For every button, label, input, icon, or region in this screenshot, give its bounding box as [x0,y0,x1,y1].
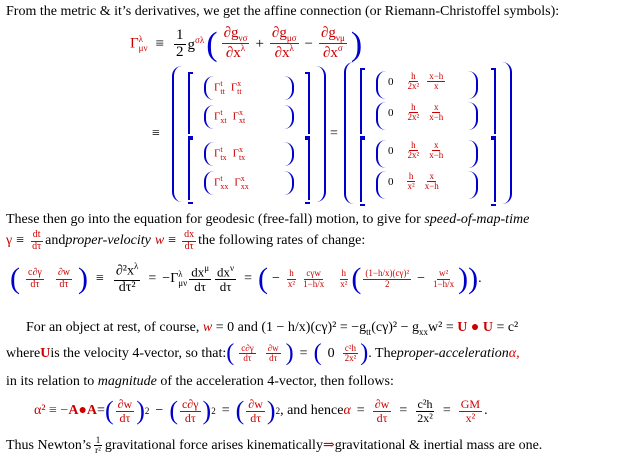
christoffel-definition [130,26,362,62]
rest-line: For an object at rest, of course, w = 0 and $(1 - h/x)(c\gamma)^2 = -g_{tt}(c\gamma)^2 - g_{xx}w^2 = U$ ● U = c² [26,320,519,337]
relation-line: in its relation to magnitude of the acceleration 4-vector, then follows: [6,374,394,389]
final-line: Thus Newton’s $\frac{1}{\text{r²}}$ gravitational force arises kinematically ⇒ gravitational & inertial mass are one. [6,435,543,456]
where-lparen-2: ( [313,340,322,366]
eq1-rhs-lparen: ( [258,262,269,295]
where-line: where U is the velocity 4-vector, so that: ( $\frac{c\partial\gamma}{d\tau}$ $\frac{\partial w}{d\tau}$ ) = ( 0 $\frac{\text{c²h}}{\text{2x²}}$ ) . The proper-acceleration α, [6,340,520,366]
gamma-row-tx: Γ t tx Γ x tx [214,145,246,162]
where-equals: = [299,345,308,361]
equiv-sign-gamma: ≡ [16,233,25,248]
p1-rparen: ) [136,396,145,425]
velocity-4vector: U [40,345,51,361]
term-1: $\frac{\partial g_{\nu\sigma}}{\partial x^\lambda}$ [223,25,248,62]
w-symbol: w [154,233,165,248]
p1-lparen: ( [104,396,114,425]
metric-g: $g^{\sigma\lambda}$ [187,34,205,53]
eq1-lparen: ( [10,262,20,295]
m1-sign: − [272,271,280,286]
left-paren: ( [206,25,218,63]
minus-sign: − [304,35,313,52]
p2-lparen: ( [169,396,178,425]
equiv-sign-w: ≡ [168,233,177,248]
implies-arrow: ⇒ [322,438,335,454]
where-lparen: ( [226,340,235,366]
dx-dtau: $\frac{dx}{d\tau}$ [184,229,195,252]
gamma-symbol: γ [6,233,13,248]
p3-lparen: ( [235,396,245,425]
proper-velocity-term: proper-velocity [65,233,151,248]
dt-dtau: $\frac{dt}{d\tau}$ [32,229,42,252]
proper-acceleration-term: proper-acceleration [396,345,509,361]
half-fraction: $\frac{1}{2}$ [176,26,184,60]
value-row-4: 0 $\frac{h}{\text{x²}}$ $\frac{x}{x-h}$ [388,171,439,192]
eq1-inner-lparen: ( [351,262,362,295]
eq1-rhs-rparen: ) [468,262,479,295]
eq1-equiv: ≡ [95,271,104,286]
gamma-row-xt: Γ t xt Γ x xt [214,108,246,125]
definitions-line [6,230,365,252]
p2-rparen: ) [202,396,212,425]
eq1-equals-2: = [244,271,253,286]
term-2: $\frac{\partial g_{\mu\sigma}}{\partial x^\lambda}$ [271,25,297,62]
eq1-equals: = [148,271,157,286]
rates-text: the following rates of change: [198,233,366,248]
speed-of-map-time-term: speed-of-map-time [424,212,530,227]
gamma-row-xx: Γ t xx Γ x xx [214,174,249,191]
and-text: and [45,233,66,248]
equals-sign-matrix: = [330,126,338,141]
value-row-2: 0 $\frac{h}{\text{2x²}}$ $\frac{x}{x-h}$ [388,102,444,123]
value-row-1: 0 $\frac{h}{\text{2x²}}$ $\frac{x-h}{x}$ [388,71,444,92]
christoffel-symbol: Γ λ μν [130,34,148,54]
geodesic-text: These then go into the equation for geodesic (free-fall) motion, to give for speed-of-map-time [6,212,530,227]
term-3: $\frac{\partial g_{\nu\mu}}{\partial x^\sigma}$ [320,25,345,62]
equiv-sign: ≡ [155,35,165,52]
eq1-inner-rparen: ) [458,262,469,295]
where-rparen: ) [285,340,294,366]
value-row-3: 0 $\frac{h}{\text{2x²}}$ $\frac{x}{x-h}$ [388,140,444,161]
gamma-row-tt: Γ t tt Γ x tt [214,79,242,96]
geodesic-equation: ( $\frac{c\partial\gamma}{d\tau}$ $\frac{\partial w}{d\tau}$ ) ≡ $\frac{\partial^2x^\lambda}{\text{dτ²}}$ = −Γ λ μν $\frac{dx^\mu}{d\tau}$ $\frac{dx^\nu}{d\tau}$ = ( − $\frac{h}{\text{x²}}$ $\frac{\text{cγw}}{1-h/x}$ $\frac{h}{\text{x²}}$ ( $\frac{\text{(1−h/x)(cγ)²}}{2}$ − $\frac{\text{w²}}{1-h/x}$ ) ) . [10,261,482,295]
alpha-equation: α² ≡ − A ● A = ( $\frac{\partial w}{d\tau}$ ) 2 − ( $\frac{c\partial\gamma}{d\tau}$ ) 2 = ( $\frac{\partial w}{d\tau}$ ) 2 , and hence α = $\frac{\partial w}{d\tau}$ = $\frac{\text{c²h}}{\text{2x²}}$ = $\frac{GM}{\text{x²}}$ . [34,396,488,425]
eq1-period: . [478,271,482,286]
where-rparen-2: ) [360,340,369,366]
right-paren: ) [350,25,363,63]
equiv-sign-matrix: ≡ [152,126,160,141]
m2-minus: − [417,271,426,286]
plus-sign: + [255,35,264,52]
eq1-rparen: ) [77,262,88,295]
intro-text: From the metric & it’s derivatives, we get the affine connection (or Riemann-Christoffel symbols): [6,4,560,19]
p3-rparen: ) [266,396,276,425]
